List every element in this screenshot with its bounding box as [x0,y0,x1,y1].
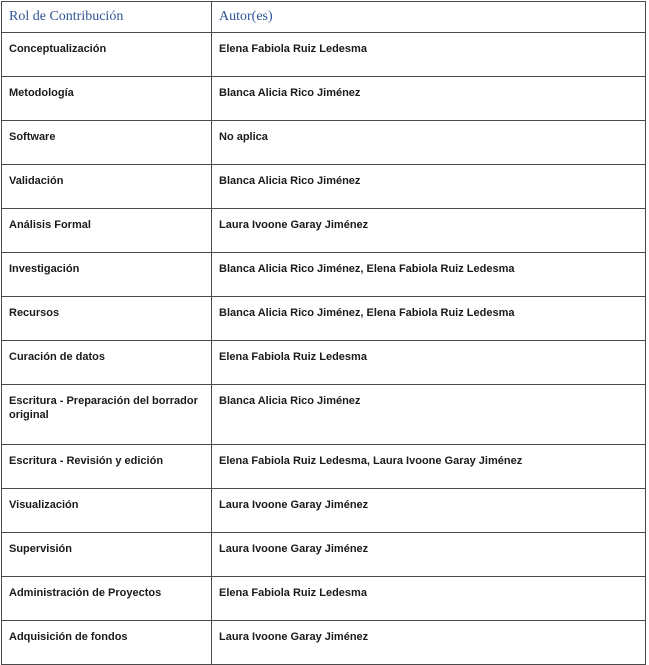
authors-cell: Laura Ivoone Garay Jiménez [212,489,646,533]
authors-cell: Blanca Alicia Rico Jiménez, Elena Fabiola Ruiz Ledesma [212,297,646,341]
role-cell: Escritura - Preparación del borrador original [2,385,212,445]
role-cell: Conceptualización [2,33,212,77]
role-cell: Escritura - Revisión y edición [2,445,212,489]
table-row [2,209,646,253]
table-row [2,77,646,121]
table-row [2,33,646,77]
table-row [2,533,646,577]
authors-cell: Laura Ivoone Garay Jiménez [212,621,646,665]
table-row [2,121,646,165]
role-cell: Análisis Formal [2,209,212,253]
table-row [2,577,646,621]
role-cell: Supervisión [2,533,212,577]
header-role: Rol de Contribución [2,2,212,33]
authors-cell: Elena Fabiola Ruiz Ledesma [212,341,646,385]
authors-cell: Blanca Alicia Rico Jiménez [212,77,646,121]
header-authors: Autor(es) [212,2,646,33]
table-row [2,341,646,385]
authors-cell: Laura Ivoone Garay Jiménez [212,209,646,253]
authors-cell: Laura Ivoone Garay Jiménez [212,533,646,577]
contribution-roles-table [1,1,646,665]
authors-cell: Blanca Alicia Rico Jiménez [212,385,646,445]
table-header-row [2,2,646,33]
authors-cell: Blanca Alicia Rico Jiménez, Elena Fabiola Ruiz Ledesma [212,253,646,297]
table-row [2,621,646,665]
table-row [2,385,646,445]
role-cell: Software [2,121,212,165]
authors-cell: Elena Fabiola Ruiz Ledesma [212,33,646,77]
role-cell: Validación [2,165,212,209]
authors-cell: Blanca Alicia Rico Jiménez [212,165,646,209]
table-row [2,489,646,533]
authors-cell: Elena Fabiola Ruiz Ledesma [212,577,646,621]
role-cell: Administración de Proyectos [2,577,212,621]
table-row [2,445,646,489]
role-cell: Adquisición de fondos [2,621,212,665]
table-row [2,253,646,297]
role-cell: Curación de datos [2,341,212,385]
role-cell: Metodología [2,77,212,121]
table-row [2,297,646,341]
authors-cell: Elena Fabiola Ruiz Ledesma, Laura Ivoone Garay Jiménez [212,445,646,489]
role-cell: Visualización [2,489,212,533]
table-body [2,33,646,665]
role-cell: Investigación [2,253,212,297]
authors-cell: No aplica [212,121,646,165]
table-row [2,165,646,209]
role-cell: Recursos [2,297,212,341]
